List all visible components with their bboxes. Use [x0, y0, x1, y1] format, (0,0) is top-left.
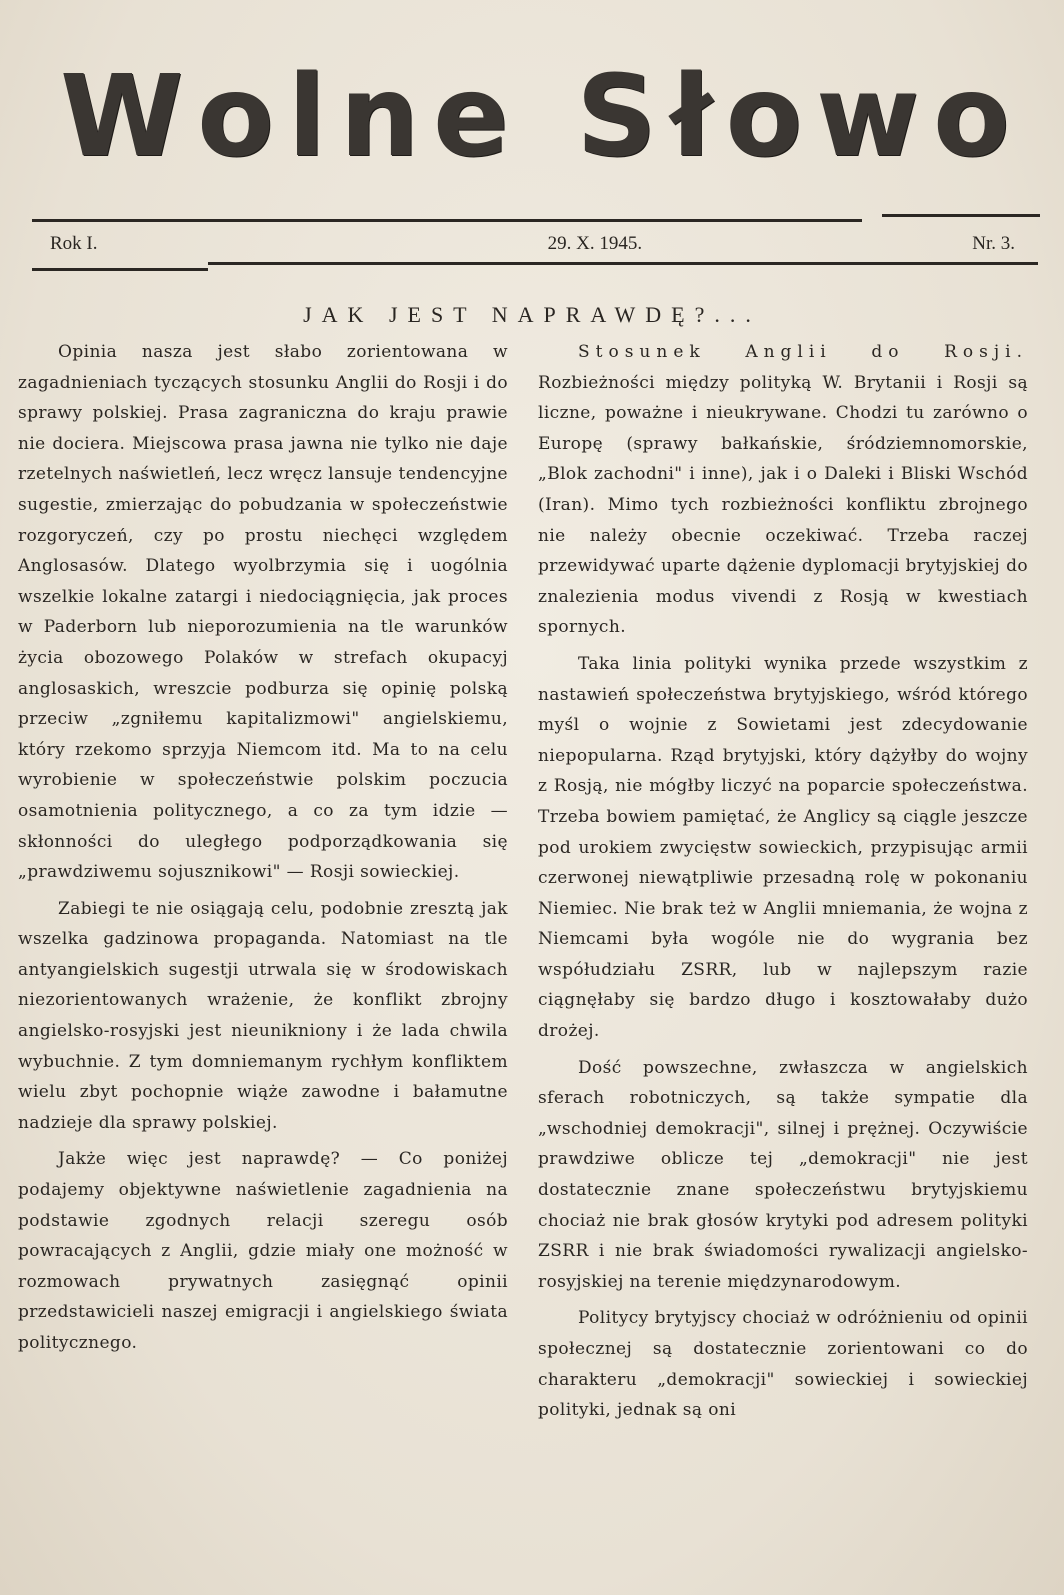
masthead-letter: W	[60, 52, 184, 182]
top-rule-left	[32, 219, 862, 222]
issue-date: 29. X. 1945.	[547, 233, 643, 254]
issue-line	[50, 233, 1015, 255]
paragraph: Dość powszechne, zwłaszcza w angielskich sferach robotniczych, są także sympatie dla „wschodniej demokracji", silnej i prężnej. Oczywiście prawdziwe oblicze tej „demokracji" nie jest dostatecznie znane społeczeństwu brytyjskiemu chociaż nie brak głosów krytyki pod adresem polityki ZSRR i nie brak świadomości rywalizacji angielsko-rosyjskiej na terenie międzynarodowym.	[538, 1057, 1028, 1292]
issue-year: Rok I.	[50, 233, 98, 254]
masthead-letter: l	[287, 52, 327, 182]
top-rule-right	[882, 214, 1040, 217]
masthead-title	[60, 52, 1010, 182]
masthead-letter: o	[725, 52, 803, 182]
article-headline: JAK JEST NAPRAWDĘ?...	[303, 302, 761, 327]
paragraph: Politycy brytyjscy chociaż w odróżnieniu od opinii społecznej są dostatecznie zorientowani co do charakteru „demokracji" sowieckiej i sowieckiej polityki, jednak są oni	[538, 1308, 1028, 1421]
bottom-rule-right	[208, 262, 1038, 265]
masthead-letter: n	[339, 52, 420, 182]
paragraph: Taka linia polityki wynika przede wszystkim z nastawień społeczeństwa brytyjskiego, wśród którego myśl o wojnie z Sowietami jest zdecydowanie niepopularna. Rząd brytyjski, który dążyłby do wojny z Rosją, nie mógłby liczyć na poparcie społeczeństwa. Trzeba bowiem pamiętać, że Anglicy są ciągle jeszcze pod urokiem zwycięstw sowieckich, przypisując armii czerwonej niewątpliwie przesadną rolę w pokonaniu Niemiec. Nie brak też w Anglii mniemania, że wojna z Niemcami była wogóle nie do wygrania bez współudziału ZSRR, lub w najlepszym razie ciągnęłaby się bardzo długo i kosztowałaby dużo drożej.	[538, 653, 1028, 1042]
paragraph: Jakże więc jest naprawdę? — Co poniżej podajemy objektywne naświetlenie zagadnienia na podstawie zgodnych relacji szeregu osób powracających z Anglii, gdzie miały one możność w rozmowach prywatnych zasięgnąć opinii przedstawicieli naszej emigracji i angielskiego świata politycznego.	[18, 1149, 508, 1353]
bottom-rule-left	[32, 268, 208, 271]
right-column	[538, 337, 1028, 1432]
masthead-letter: e	[432, 52, 509, 182]
masthead-letter: S	[576, 52, 657, 182]
issue-number: Nr. 3.	[972, 233, 1015, 254]
left-column	[18, 337, 508, 1365]
paragraph: Opinia nasza jest słabo zorientowana w zagadnieniach tyczących stosunku Anglii do Rosji i do sprawy polskiej. Prasa zagraniczna do kraju prawie nie dociera. Miejscowa prasa jawna nie tylko nie daje rzetelnych naświetleń, lecz wręcz lansuje tendencyjne sugestie, zmierzając do pobudzania w społeczeństwie rozgoryczeń, czy po prostu niechęci względem Anglosasów. Dlatego wyolbrzymia się i uogólnia wszelkie lokalne zatargi i niedociągnięcia, jak proces w Paderborn lub nieporozumienia na tle warunków życia obozowego Polaków w strefach okupacyj anglosaskich, wreszcie podburza się opinię polską przeciw „zgniłemu kapitalizmowi" angielskiemu, który rzekomo sprzyja Niemcom itd. Ma to na celu wyrobienie w społeczeństwie polskim poczucia osamotnienia politycznego, a co za tym idzie — skłonności do uległego podporządkowania się „prawdziwemu sojusznikowi" — Rosji sowieckiej.	[18, 342, 508, 883]
masthead-letter: w	[815, 52, 920, 182]
paragraph: Zabiegi te nie osiągają celu, podobnie zresztą jak wszelka gadzinowa propaganda. Natomiast na tle antyangielskich sugestji utrwala się w środowiskach niezorientowanych wrażenie, że konflikt zbrojny angielsko-rosyjski jest nieunikniony i że lada chwila wybuchnie. Z tym domniemanym rychłym konfliktem wielu zbyt pochopnie wiąże zawodne i bałamutne nadzieje dla sprawy polskiej.	[18, 898, 508, 1133]
paragraph-text: Rozbieżności między polityką W. Brytanii i Rosji są liczne, poważne i nieukrywane. Chodzi tu zarówno o Europę (sprawy bałkańskie, śródziemnomorskie, „Blok zachodni" i inne), jak i o Daleki i Bliski Wschód (Iran). Mimo tych rozbieżności konfliktu zbrojnego nie należy obecnie oczekiwać. Trzeba raczej przewidywać uparte dążenie dyplomacji brytyjskiej do znalezienia modus vivendi z Rosją w kwestiach spornych.	[538, 372, 1028, 638]
masthead-letter: o	[933, 52, 1010, 182]
section-subhead: Stosunek Anglii do Rosji.	[578, 342, 1028, 362]
masthead-letter: o	[197, 52, 275, 182]
masthead-letter: ł	[670, 52, 712, 182]
paragraph	[538, 337, 1028, 643]
